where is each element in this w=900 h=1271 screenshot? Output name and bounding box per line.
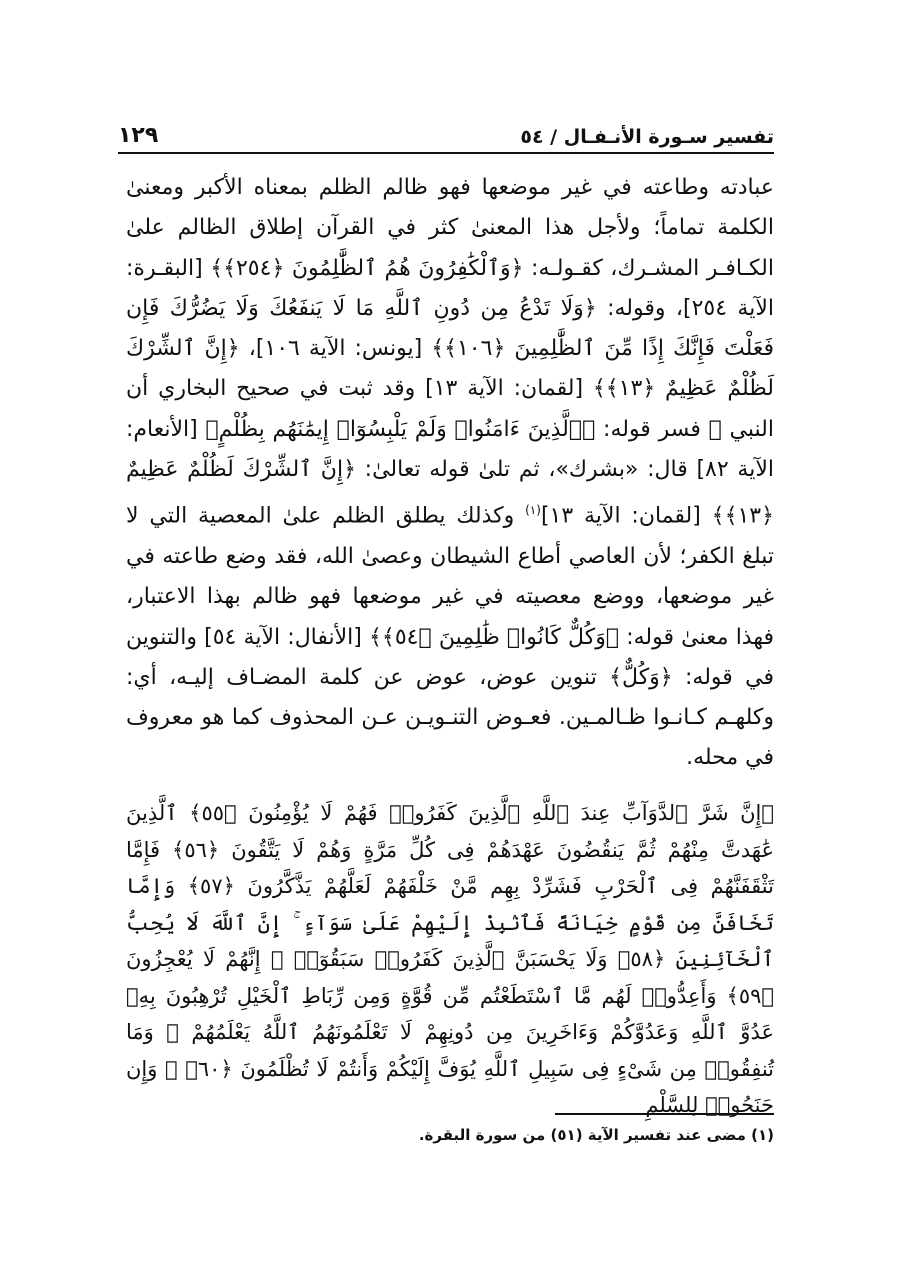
commentary-paragraph — [126, 168, 774, 779]
quran-verses: ﴿إِنَّ شَرَّ ٱلدَّوَآبِّ عِندَ ٱللَّهِ ٱلَّذِينَ كَفَرُوا۟ فَهُمْ لَا يُؤْمِنُونَ ﴿٥٥﴾ ٱلَّذِينَ عَٰهَدتَّ مِنْهُمْ ثُمَّ يَنقُضُونَ عَهْدَهُمْ فِى كُلِّ مَرَّةٍ وَهُمْ لَا يَتَّقُونَ ﴿٥٦﴾ فَإِمَّا تَثْقَفَنَّهُمْ فِى ٱلْحَرْبِ فَشَرِّدْ بِهِم مَّنْ خَلْفَهُمْ لَعَلَّهُمْ يَذَّكَّرُونَ ﴿٥٧﴾ وَإِمَّا تَخَافَنَّ مِن قَوْمٍ خِيَانَةً فَٱنۢبِذْ إِلَيْهِمْ عَلَىٰ سَوَآءٍ ۚ إِنَّ ٱللَّهَ لَا يُحِبُّ ٱلْخَآئِنِينَ ﴿٥٨﴾ وَلَا يَحْسَبَنَّ ٱلَّذِينَ كَفَرُوا۟ سَبَقُوٓا۟ ۚ إِنَّهُمْ لَا يُعْجِزُونَ ﴿٥٩﴾ وَأَعِدُّوا۟ لَهُم مَّا ٱسْتَطَعْتُم مِّن قُوَّةٍ وَمِن رِّبَاطِ ٱلْخَيْلِ تُرْهِبُونَ بِهِۦ عَدُوَّ ٱللَّهِ وَعَدُوَّكُمْ وَءَاخَرِينَ مِن دُونِهِمْ لَا تَعْلَمُونَهُمُ ٱللَّهُ يَعْلَمُهُمْ ۚ وَمَا تُنفِقُوا۟ مِن شَىْءٍ فِى سَبِيلِ ٱللَّهِ يُوَفَّ إِلَيْكُمْ وَأَنتُمْ لَا تُظْلَمُونَ ﴿٦٠﴾ ۞ وَإِن جَنَحُوا۟ لِلسَّلْمِ — [126, 801, 775, 1117]
footnote-reference: (١) — [525, 503, 541, 518]
commentary-text — [126, 168, 774, 779]
header-rule — [118, 152, 774, 154]
quran-verses-block — [126, 795, 774, 1124]
footnote-text: (١) مضى عند تفسير الآية (٥١) من سورة البقرة. — [418, 1126, 774, 1144]
commentary-part-2: وكذلك يطلق الظلم علىٰ المعصية التي لا تبلغ الكفر؛ لأن العاصي أطاع الشيطان وعصىٰ الله، فقد وضع طاعته في غير موضعها، ووضع معصيته في غير موضعها فهو ظالم بهذا الاعتبار، فهذا معنىٰ قوله: ﴿وَكُلٌّ كَانُوا۟ ظَٰلِمِينَ ﴿٥٤﴾﴾ [الأنفال: الآية ٥٤] والتنوين في قوله: ﴿وَكُلٌّ﴾ تنوين عوض، عوض عن كلمة المضـاف إليـه، أي: وكلهـم كـانـوا ظـالمـين. فعـوض التنـويـن عـن المحذوف كما هو معروف في محله. — [126, 503, 775, 771]
commentary-part-1: عبادته وطاعته في غير موضعها فهو ظالم الظلم بمعناه الأكبر ومعنىٰ الكلمة تماماً؛ ولأجل هذا المعنىٰ كثر في القرآن إطلاق الظالم علىٰ الكـافـر المشـرك، كقـولـه: ﴿وَٱلْكَٰفِرُونَ هُمُ ٱلظَّٰلِمُونَ ﴿٢٥٤﴾﴾ [البقـرة: الآية ٢٥٤]، وقوله: ﴿وَلَا تَدْعُ مِن دُونِ ٱللَّهِ مَا لَا يَنفَعُكَ وَلَا يَضُرُّكَ فَإِن فَعَلْتَ فَإِنَّكَ إِذًا مِّنَ ٱلظَّٰلِمِينَ ﴿١٠٦﴾﴾ [يونس: الآية ١٠٦]، ﴿إِنَّ ٱلشِّرْكَ لَظُلْمٌ عَظِيمٌ ﴿١٣﴾﴾ [لقمان: الآية ١٣] وقد ثبت في صحيح البخاري أن النبي ﷺ فسر قوله: ﴿ٱلَّذِينَ ءَامَنُوا۟ وَلَمْ يَلْبِسُوٓا۟ إِيمَٰنَهُم بِظُلْمٍ﴾ [الأنعام: الآية ٨٢] قال: «بشرك»، ثم تلىٰ قوله تعالىٰ: ﴿إِنَّ ٱلشِّرْكَ لَظُلْمٌ عَظِيمٌ ﴿١٣﴾﴾ [لقمان: الآية ١٣] — [126, 175, 775, 529]
running-title: تفسير سـورة الأنـفـال / ٥٤ — [520, 126, 774, 148]
page-number: ١٢٩ — [118, 123, 159, 148]
footnote — [126, 1126, 774, 1144]
footnote-rule — [555, 1113, 774, 1115]
page-header — [118, 112, 774, 148]
